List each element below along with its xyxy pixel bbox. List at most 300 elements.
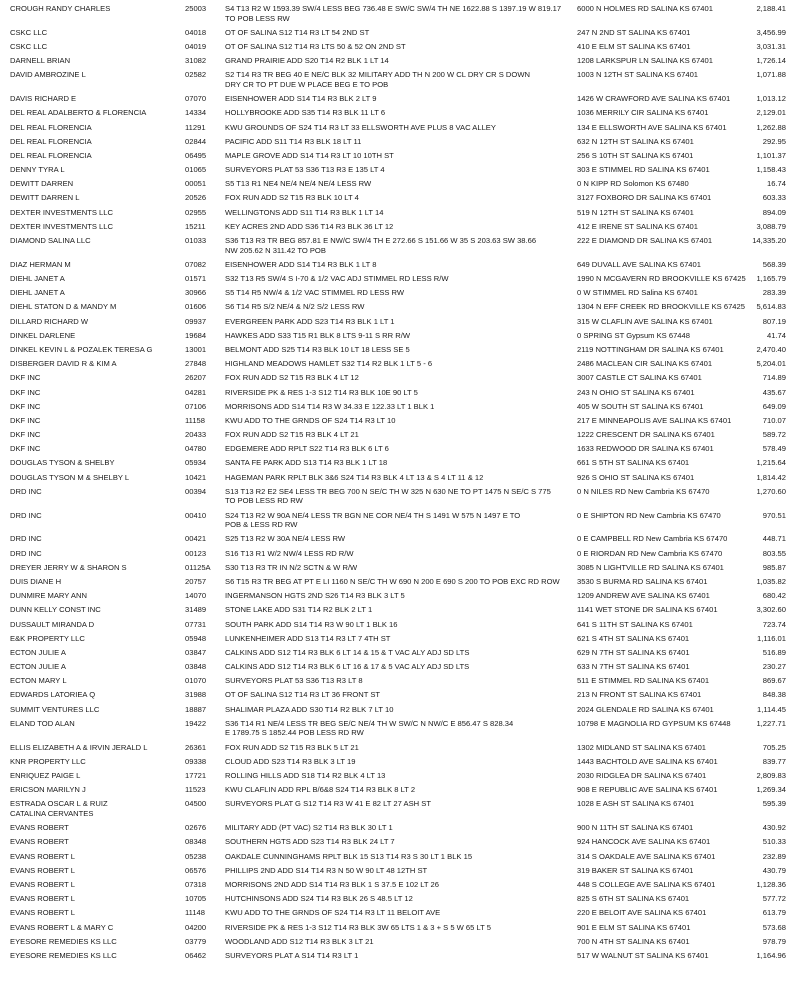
parcel-code: 06462 (185, 950, 207, 960)
property-address: 700 N 4TH ST SALINA KS 67401 (577, 936, 690, 946)
owner-name: DILLARD RICHARD W (10, 316, 89, 326)
property-address: 243 N OHIO ST SALINA KS 67401 (577, 387, 695, 397)
owner-name: DAVIS RICHARD E (10, 94, 77, 104)
table-row (10, 70, 786, 94)
parcel-code: 11291 (185, 122, 206, 132)
owner-name: DEWITT DARREN (10, 179, 74, 189)
legal-description: CALKINS ADD S12 T14 R3 BLK 6 LT 16 & 17 & 5 VAC ALY ADJ SD LTS (225, 662, 470, 672)
parcel-code: 05238 (185, 851, 207, 861)
property-address: 1209 ANDREW AVE SALINA KS 67401 (577, 591, 710, 601)
owner-name: DEWITT DARREN L (10, 193, 80, 203)
property-address: 0 E RIORDAN RD New Cambria KS 67470 (577, 548, 723, 558)
legal-description: HUTCHINSONS ADD S24 T14 R3 BLK 26 S 48.5 LT 12 (225, 894, 413, 904)
owner-name: ELLIS ELIZABETH A & IRVIN JERALD L (10, 742, 148, 752)
legal-description: SOUTH PARK ADD S14 T14 R3 W 90 LT 1 BLK 16 (225, 619, 398, 629)
table-row (10, 222, 786, 236)
table-row (10, 951, 786, 965)
owner-name: SUMMIT VENTURES LLC (10, 704, 100, 714)
delinquent-tax-table (10, 4, 786, 965)
parcel-code: 06495 (185, 150, 207, 160)
property-address: 2486 MACLEAN CIR SALINA KS 67401 (577, 359, 713, 369)
property-address: 3127 FOXBORO DR SALINA KS 67401 (577, 193, 712, 203)
amount-due: 16.74 (766, 179, 786, 189)
legal-description: S36 T14 R1 NE/4 LESS TR BEG SE/C NE/4 TH W SW/C N NW/C E 856.47 S 828.34 E 1789.75 S 1852.44 POB LESS RD RW (225, 718, 514, 738)
table-row (10, 274, 786, 288)
owner-name: EVANS ROBERT (10, 823, 69, 833)
legal-description: S30 T13 R3 TR IN N/2 SCTN & W R/W (225, 562, 358, 572)
parcel-code: 02844 (185, 136, 207, 146)
parcel-code: 00123 (185, 548, 207, 558)
legal-description: MORRISONS ADD S14 T14 R3 W 34.33 E 122.33 LT 1 BLK 1 (225, 401, 435, 411)
amount-due: 839.77 (762, 756, 786, 766)
owner-name: ENRIQUEZ PAIGE L (10, 771, 81, 781)
table-row (10, 705, 786, 719)
legal-description: MAPLE GROVE ADD S14 T14 R3 LT 10 10TH ST (225, 150, 394, 160)
amount-due: 1,726.14 (756, 56, 786, 66)
legal-description: EDGEMERE ADD RPLT S22 T14 R3 BLK 6 LT 6 (225, 444, 389, 454)
table-row (10, 331, 786, 345)
amount-due: 1,215.64 (756, 458, 786, 468)
property-address: 134 E ELLSWORTH AVE SALINA KS 67401 (577, 122, 727, 132)
owner-name: EDWARDS LATORIEA Q (10, 690, 96, 700)
owner-name: KNR PROPERTY LLC (10, 756, 86, 766)
amount-due: 1,270.60 (756, 486, 786, 496)
legal-description: PACIFIC ADD S11 T14 R3 BLK 18 LT 11 (225, 136, 362, 146)
legal-description: S4 T13 R2 W 1593.39 SW/4 LESS BEG 736.48 E SW/C SW/4 TH NE 1622.88 S 1397.19 W 819.17 TO POB LESS RW (225, 4, 562, 23)
parcel-code: 08348 (185, 837, 207, 847)
amount-due: 2,809.83 (756, 771, 786, 781)
parcel-code: 04780 (185, 444, 207, 454)
legal-description: MILITARY ADD (PT VAC) S2 T14 R3 BLK 30 LT 1 (225, 823, 393, 833)
owner-name: DEXTER INVESTMENTS LLC (10, 221, 113, 231)
parcel-code: 17721 (185, 771, 207, 781)
parcel-code: 01033 (185, 236, 207, 246)
owner-name: DRD INC (10, 510, 42, 520)
table-row (10, 260, 786, 274)
amount-due: 589.72 (762, 430, 786, 440)
amount-due: 978.79 (762, 936, 786, 946)
parcel-code: 06576 (185, 865, 207, 875)
table-row (10, 634, 786, 648)
property-address: 448 S COLLEGE AVE SALINA KS 67401 (577, 879, 716, 889)
owner-name: EVANS ROBERT L (10, 851, 75, 861)
property-address: 3530 S BURMA RD SALINA KS 67401 (577, 576, 708, 586)
parcel-code: 01065 (185, 165, 207, 175)
parcel-code: 07318 (185, 879, 207, 889)
table-row (10, 511, 786, 535)
amount-due: 1,013.12 (756, 94, 786, 104)
legal-description: HOLLYBROOKE ADD S35 T14 R3 BLK 11 LT 6 (225, 108, 386, 118)
legal-description: HAWKES ADD S33 T15 R1 BLK 8 LTS 9-11 S RR R/W (225, 330, 410, 340)
parcel-code: 19422 (185, 718, 207, 728)
property-address: 0 N KIPP RD Solomon KS 67480 (577, 179, 689, 189)
legal-description: SURVEYORS PLAT 53 S36 T13 R3 E 135 LT 4 (225, 165, 385, 175)
legal-description: S6 T14 R5 S/2 NE/4 & N/2 S/2 LESS RW (225, 302, 365, 312)
table-row (10, 42, 786, 56)
legal-description: WOODLAND ADD S12 T14 R3 BLK 3 LT 21 (225, 936, 374, 946)
property-address: 213 N FRONT ST SALINA KS 67401 (577, 690, 702, 700)
owner-name: DARNELL BRIAN (10, 56, 71, 66)
table-row (10, 193, 786, 207)
amount-due: 1,227.71 (756, 718, 786, 728)
table-row (10, 648, 786, 662)
property-address: 900 N 11TH ST SALINA KS 67401 (577, 823, 694, 833)
parcel-code: 13001 (185, 344, 207, 354)
table-row (10, 785, 786, 799)
amount-due: 869.67 (762, 676, 786, 686)
property-address: 0 E CAMPBELL RD New Cambria KS 67470 (577, 534, 728, 544)
legal-description: CALKINS ADD S12 T14 R3 BLK 6 LT 14 & 15 & T VAC ALY ADJ SD LTS (225, 647, 470, 657)
owner-name: DINKEL DARLENE (10, 330, 76, 340)
legal-description: S36 T13 R3 TR BEG 857.81 E NW/C SW/4 TH E 272.66 S 151.66 W 35 S 203.63 SW 38.66 NW 205.62 N 311.42 TO POB (225, 236, 537, 255)
parcel-code: 30966 (185, 288, 207, 298)
table-row (10, 458, 786, 472)
property-address: 1426 W CRAWFORD AVE SALINA KS 67401 (577, 94, 731, 104)
owner-name: DUNN KELLY CONST INC (10, 605, 101, 615)
property-address: 1443 BACHTOLD AVE SALINA KS 67401 (577, 756, 718, 766)
parcel-code: 15211 (185, 221, 206, 231)
amount-due: 41.74 (766, 330, 786, 340)
owner-name: ECTON MARY L (10, 676, 67, 686)
legal-description: OT OF SALINA S12 T14 R3 LT 54 2ND ST (225, 27, 370, 37)
owner-name: DEL REAL FLORENCIA (10, 136, 92, 146)
table-row (10, 416, 786, 430)
legal-description: SANTA FE PARK ADD S13 T14 R3 BLK 1 LT 18 (225, 458, 388, 468)
owner-name: DKF INC (10, 430, 41, 440)
property-address: 303 E STIMMEL RD SALINA KS 67401 (577, 165, 710, 175)
legal-description: BELMONT ADD S25 T14 R3 BLK 10 LT 18 LESS SE 5 (225, 344, 410, 354)
property-address: 1990 N MCGAVERN RD BROOKVILLE KS 67425 (577, 274, 746, 284)
legal-description: KWU GROUNDS OF S24 T14 R3 LT 33 ELLSWORTH AVE PLUS 8 VAC ALLEY (225, 122, 496, 132)
amount-due: 1,164.96 (756, 950, 786, 960)
owner-name: ECTON JULIE A (10, 647, 66, 657)
amount-due: 232.89 (762, 851, 786, 861)
table-row (10, 908, 786, 922)
owner-name: DIEHL JANET A (10, 288, 65, 298)
amount-due: 1,165.79 (756, 274, 786, 284)
legal-description: OT OF SALINA S12 T14 R3 LTS 50 & 52 ON 2ND ST (225, 41, 406, 51)
parcel-code: 20526 (185, 193, 207, 203)
parcel-code: 07106 (185, 401, 207, 411)
parcel-code: 20757 (185, 576, 207, 586)
owner-name: DKF INC (10, 444, 41, 454)
property-address: 629 N 7TH ST SALINA KS 67401 (577, 647, 690, 657)
amount-due: 3,031.31 (756, 41, 786, 51)
table-row (10, 137, 786, 151)
owner-name: ERICSON MARILYN J (10, 785, 86, 795)
legal-description: PHILLIPS 2ND ADD S14 T14 R3 N 50 W 90 LT 48 12TH ST (225, 865, 428, 875)
amount-due: 1,116.01 (757, 633, 786, 643)
property-address: 517 W WALNUT ST SALINA KS 67401 (577, 950, 709, 960)
legal-description: WELLINGTONS ADD S11 T14 R3 BLK 1 LT 14 (225, 207, 384, 217)
table-row (10, 743, 786, 757)
owner-name: DKF INC (10, 387, 41, 397)
amount-due: 970.51 (762, 510, 786, 520)
legal-description: STONE LAKE ADD S31 T14 R2 BLK 2 LT 1 (225, 605, 373, 615)
table-row (10, 123, 786, 137)
table-row (10, 534, 786, 548)
table-row (10, 56, 786, 70)
amount-due: 430.79 (762, 865, 786, 875)
table-row (10, 28, 786, 42)
amount-due: 2,470.40 (756, 344, 786, 354)
owner-name: EVANS ROBERT L (10, 894, 75, 904)
parcel-code: 04018 (185, 27, 207, 37)
legal-description: SOUTHERN HGTS ADD S23 T14 R3 BLK 24 LT 7 (225, 837, 395, 847)
owner-name: EVANS ROBERT L (10, 865, 75, 875)
amount-due: 3,456.99 (756, 27, 786, 37)
parcel-code: 25003 (185, 4, 207, 13)
amount-due: 807.19 (762, 316, 786, 326)
property-address: 1633 REDWOOD DR SALINA KS 67401 (577, 444, 714, 454)
amount-due: 578.49 (762, 444, 786, 454)
property-address: 319 BAKER ST SALINA KS 67401 (577, 865, 694, 875)
property-address: 2024 GLENDALE RD SALINA KS 67401 (577, 704, 714, 714)
parcel-code: 03779 (185, 936, 207, 946)
parcel-code: 04281 (185, 387, 207, 397)
parcel-code: 19684 (185, 330, 207, 340)
legal-description: S25 T13 R2 W 30A NE/4 LESS RW (225, 534, 346, 544)
owner-name: DOUGLAS TYSON M & SHELBY L (10, 472, 130, 482)
table-row (10, 345, 786, 359)
property-address: 825 S 6TH ST SALINA KS 67401 (577, 894, 690, 904)
legal-description: EISENHOWER ADD S14 T14 R3 BLK 2 LT 9 (225, 94, 377, 104)
parcel-code: 31988 (185, 690, 207, 700)
table-row (10, 577, 786, 591)
owner-name: CROUGH RANDY CHARLES (10, 4, 111, 13)
table-row (10, 165, 786, 179)
parcel-code: 11523 (185, 785, 206, 795)
parcel-code: 03848 (185, 662, 207, 672)
property-address: 661 S 5TH ST SALINA KS 67401 (577, 458, 690, 468)
property-address: 924 HANCOCK AVE SALINA KS 67401 (577, 837, 711, 847)
parcel-code: 01125A (185, 562, 211, 572)
legal-description: FOX RUN ADD S2 T15 R3 BLK 10 LT 4 (225, 193, 359, 203)
amount-due: 894.09 (762, 207, 786, 217)
owner-name: DIAMOND SALINA LLC (10, 236, 91, 246)
legal-description: S5 T13 R1 NE4 NE/4 NE/4 NE/4 LESS RW (225, 179, 372, 189)
table-row (10, 591, 786, 605)
amount-due: 1,269.34 (756, 785, 786, 795)
amount-due: 2,129.01 (756, 108, 786, 118)
amount-due: 1,114.45 (757, 704, 786, 714)
property-address: 314 S OAKDALE AVE SALINA KS 67401 (577, 851, 716, 861)
table-row (10, 208, 786, 222)
legal-description: FOX RUN ADD S2 T15 R3 BLK 4 LT 12 (225, 373, 359, 383)
owner-name: DKF INC (10, 373, 41, 383)
owner-name: CSKC LLC (10, 41, 48, 51)
owner-name: DENNY TYRA L (10, 165, 65, 175)
property-address: 247 N 2ND ST SALINA KS 67401 (577, 27, 691, 37)
parcel-code: 02955 (185, 207, 207, 217)
property-address: 649 DUVALL AVE SALINA KS 67401 (577, 259, 701, 269)
legal-description: HIGHLAND MEADOWS HAMLET S32 T14 R2 BLK 1 LT 5 - 6 (225, 359, 433, 369)
legal-description: KWU CLAFLIN ADD RPL B/6&8 S24 T14 R3 BLK 8 LT 2 (225, 785, 416, 795)
table-row (10, 487, 786, 511)
parcel-code: 31082 (185, 56, 207, 66)
parcel-code: 00410 (185, 510, 207, 520)
property-address: 926 S OHIO ST SALINA KS 67401 (577, 472, 695, 482)
property-address: 1304 N EFF CREEK RD BROOKVILLE KS 67425 (577, 302, 745, 312)
amount-due: 448.71 (762, 534, 786, 544)
amount-due: 3,302.60 (756, 605, 786, 615)
amount-due: 5,204.01 (756, 359, 786, 369)
parcel-code: 27848 (185, 359, 207, 369)
table-row (10, 866, 786, 880)
owner-name: ECTON JULIE A (10, 662, 66, 672)
legal-description: FOX RUN ADD S2 T15 R3 BLK 4 LT 21 (225, 430, 359, 440)
parcel-code: 07070 (185, 94, 207, 104)
parcel-code: 02582 (185, 70, 207, 80)
amount-due: 577.72 (762, 894, 786, 904)
owner-name: EVANS ROBERT (10, 837, 69, 847)
table-row (10, 402, 786, 416)
owner-name: DUIS DIANE H (10, 576, 62, 586)
property-address: 621 S 4TH ST SALINA KS 67401 (577, 633, 690, 643)
property-address: 412 E IRENE ST SALINA KS 67401 (577, 221, 699, 231)
amount-due: 1,158.43 (756, 165, 786, 175)
amount-due: 985.87 (762, 562, 786, 572)
owner-name: DRD INC (10, 486, 42, 496)
amount-due: 714.89 (762, 373, 786, 383)
property-address: 1141 WET STONE DR SALINA KS 67401 (577, 605, 718, 615)
owner-name: DEL REAL FLORENCIA (10, 122, 92, 132)
property-address: 511 E STIMMEL RD SALINA KS 67401 (577, 676, 710, 686)
legal-description: SURVEYORS PLAT 53 S36 T13 R3 LT 8 (225, 676, 363, 686)
owner-name: DRD INC (10, 534, 42, 544)
property-address: 641 S 11TH ST SALINA KS 67401 (577, 619, 693, 629)
property-address: 901 E ELM ST SALINA KS 67401 (577, 922, 691, 932)
owner-name: E&K PROPERTY LLC (10, 633, 85, 643)
parcel-code: 00421 (185, 534, 207, 544)
legal-description: INGERMANSON HGTS 2ND S26 T14 R3 BLK 3 LT 5 (225, 591, 405, 601)
property-address: 908 E REPUBLIC AVE SALINA KS 67401 (577, 785, 718, 795)
parcel-code: 03847 (185, 647, 207, 657)
property-address: 3085 N LIGHTVILLE RD SALINA KS 67401 (577, 562, 724, 572)
amount-due: 1,101.37 (756, 150, 786, 160)
owner-name: EYESORE REMEDIES KS LLC (10, 950, 117, 960)
property-address: 632 N 12TH ST SALINA KS 67401 (577, 136, 694, 146)
parcel-code: 18887 (185, 704, 207, 714)
table-row (10, 473, 786, 487)
legal-description: ROLLING HILLS ADD S18 T14 R2 BLK 4 LT 13 (225, 771, 386, 781)
property-address: 0 W STIMMEL RD Salina KS 67401 (577, 288, 698, 298)
property-address: 405 W SOUTH ST SALINA KS 67401 (577, 401, 704, 411)
table-row (10, 837, 786, 851)
amount-due: 430.92 (762, 823, 786, 833)
owner-name: DKF INC (10, 401, 41, 411)
amount-due: 283.39 (762, 288, 786, 298)
legal-description: S32 T13 R5 SW/4 S I-70 & 1/2 VAC ADJ STIMMEL RD LESS R/W (225, 274, 449, 284)
table-row (10, 823, 786, 837)
table-row (10, 549, 786, 563)
legal-description: S5 T14 R5 NW/4 & 1/2 VAC STIMMEL RD LESS RW (225, 288, 405, 298)
table-row (10, 430, 786, 444)
property-address: 0 SPRING ST Gypsum KS 67448 (577, 330, 690, 340)
owner-name: EVANS ROBERT L (10, 908, 75, 918)
parcel-code: 02676 (185, 823, 207, 833)
owner-name: DAVID AMBROZINE L (10, 70, 86, 80)
parcel-code: 11148 (185, 908, 205, 918)
owner-name: DKF INC (10, 415, 41, 425)
owner-name: DUSSAULT MIRANDA D (10, 619, 95, 629)
table-row (10, 317, 786, 331)
legal-description: KEY ACRES 2ND ADD S36 T14 R3 BLK 36 LT 12 (225, 221, 394, 231)
table-row (10, 719, 786, 743)
owner-name: DISBERGER DAVID R & KIM A (10, 359, 117, 369)
property-address: 1028 E ASH ST SALINA KS 67401 (577, 799, 695, 809)
table-row (10, 620, 786, 634)
parcel-code: 04500 (185, 799, 207, 809)
parcel-code: 10421 (185, 472, 207, 482)
amount-due: 1,262.88 (756, 122, 786, 132)
owner-name: DEXTER INVESTMENTS LLC (10, 207, 113, 217)
parcel-code: 31489 (185, 605, 207, 615)
owner-name: ESTRADA OSCAR L & RUIZ CATALINA CERVANTES (10, 799, 108, 818)
parcel-code: 04019 (185, 41, 207, 51)
amount-due: 1,071.88 (756, 70, 786, 80)
parcel-code: 01571 (185, 274, 207, 284)
table-row (10, 108, 786, 122)
table-row (10, 852, 786, 866)
table-row (10, 799, 786, 823)
legal-description: SURVEYORS PLAT A S14 T14 R3 LT 1 (225, 950, 359, 960)
table-row (10, 690, 786, 704)
property-address: 1036 MERRILY CIR SALINA KS 67401 (577, 108, 709, 118)
legal-description: SHALIMAR PLAZA ADD S30 T14 R2 BLK 7 LT 10 (225, 704, 394, 714)
parcel-code: 01070 (185, 676, 207, 686)
property-address: 222 E DIAMOND DR SALINA KS 67401 (577, 236, 713, 246)
amount-due: 516.89 (762, 647, 786, 657)
legal-description: RIVERSIDE PK & RES 1-3 S12 T14 R3 BLK 10E 90 LT 5 (225, 387, 418, 397)
table-row (10, 302, 786, 316)
parcel-code: 26207 (185, 373, 207, 383)
property-address: 633 N 7TH ST SALINA KS 67401 (577, 662, 690, 672)
amount-due: 14,335.20 (752, 236, 786, 246)
legal-description: CLOUD ADD S23 T14 R3 BLK 3 LT 19 (225, 756, 356, 766)
legal-description: HAGEMAN PARK RPLT BLK 3&6 S24 T14 R3 BLK 4 LT 13 & S 4 LT 11 & 12 (225, 472, 484, 482)
table-row (10, 151, 786, 165)
owner-name: DIEHL JANET A (10, 274, 65, 284)
amount-due: 1,035.82 (756, 576, 786, 586)
table-row (10, 771, 786, 785)
parcel-code: 07082 (185, 259, 207, 269)
amount-due: 3,088.79 (756, 221, 786, 231)
owner-name: DEL REAL ADALBERTO & FLORENCIA (10, 108, 147, 118)
amount-due: 710.07 (762, 415, 786, 425)
owner-name: EVANS ROBERT L & MARY C (10, 922, 114, 932)
owner-name: DREYER JERRY W & SHARON S (10, 562, 127, 572)
property-address: 6000 N HOLMES RD SALINA KS 67401 (577, 4, 713, 13)
amount-due: 5,614.83 (756, 302, 786, 312)
owner-name: EVANS ROBERT L (10, 879, 75, 889)
parcel-code: 09937 (185, 316, 207, 326)
legal-description: MORRISONS 2ND ADD S14 T14 R3 BLK 1 S 37.5 E 102 LT 26 (225, 879, 439, 889)
parcel-code: 11158 (185, 415, 205, 425)
property-address: 315 W CLAFLIN AVE SALINA KS 67401 (577, 316, 713, 326)
table-row (10, 94, 786, 108)
legal-description: LUNKENHEIMER ADD S13 T14 R3 LT 7 4TH ST (225, 633, 391, 643)
owner-name: CSKC LLC (10, 27, 48, 37)
property-address: 1208 LARKSPUR LN SALINA KS 67401 (577, 56, 713, 66)
parcel-code: 05934 (185, 458, 207, 468)
property-address: 519 N 12TH ST SALINA KS 67401 (577, 207, 694, 217)
table-row (10, 605, 786, 619)
parcel-code: 00394 (185, 486, 207, 496)
legal-description: SURVEYORS PLAT G S12 T14 R3 W 41 E 82 LT 27 ASH ST (225, 799, 431, 809)
amount-due: 649.09 (762, 401, 786, 411)
table-row (10, 388, 786, 402)
